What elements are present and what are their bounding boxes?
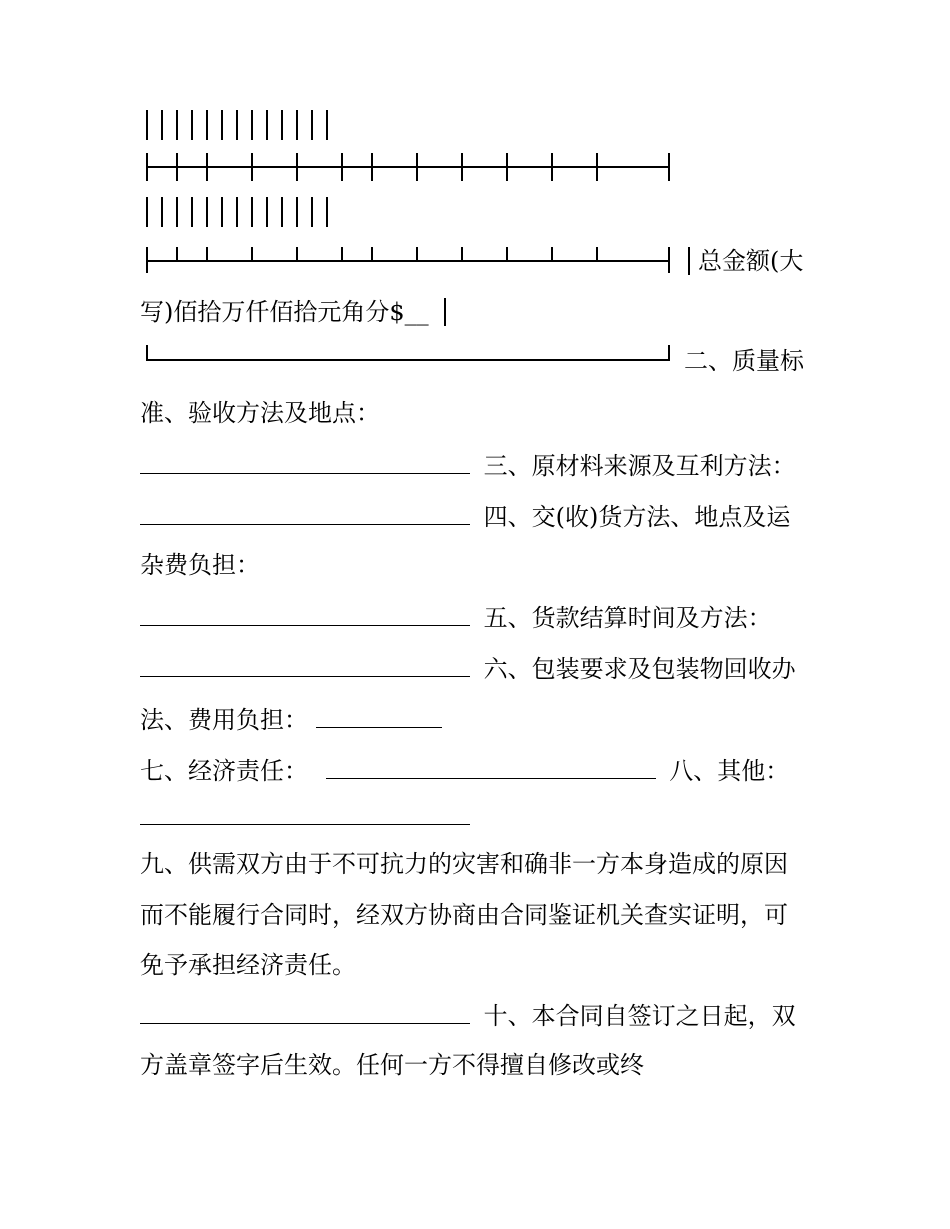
total-amount-text: 写)佰拾万仟佰拾元角分$__ xyxy=(140,298,429,326)
section-payment xyxy=(140,601,772,633)
table-column-rule-row-2 xyxy=(146,197,336,227)
section-force-majeure-line-3: 免予承担经济责任。 xyxy=(140,951,356,979)
table-vertical-rule xyxy=(688,247,690,275)
table-vertical-rule xyxy=(444,298,446,326)
section-packaging-continuation xyxy=(140,703,442,735)
table-column-rule-row-1 xyxy=(146,110,336,140)
table-horizontal-rule-2 xyxy=(146,245,670,273)
section-delivery-label: 四、交(收)货方法、地点及运 xyxy=(483,503,791,531)
section-force-majeure-line-2: 而不能履行合同时，经双方协商由合同鉴证机关查实证明，可 xyxy=(140,901,788,929)
section-other-label: 八、其他： xyxy=(669,757,790,785)
section-effect xyxy=(140,999,796,1031)
section-quality-continuation: 准、验收方法及地点： xyxy=(140,399,380,427)
section-delivery xyxy=(140,500,790,532)
section-payment-label: 五、货款结算时间及方法： xyxy=(483,604,772,632)
fill-blank[interactable] xyxy=(326,754,656,779)
fill-blank[interactable] xyxy=(140,601,470,626)
fill-blank[interactable] xyxy=(316,703,442,728)
section-liability-other xyxy=(140,754,789,786)
section-delivery-continuation: 杂费负担： xyxy=(140,551,260,579)
table-horizontal-rule-1 xyxy=(146,153,670,181)
section-materials xyxy=(140,449,796,481)
section-packaging xyxy=(140,652,796,684)
fill-blank[interactable] xyxy=(140,999,470,1024)
table-bottom-rule xyxy=(146,345,670,373)
fill-blank[interactable] xyxy=(140,800,470,825)
total-amount-label-a: 总金额(大 xyxy=(698,247,804,275)
section-materials-label: 三、原材料来源及互利方法： xyxy=(483,452,796,480)
fill-blank[interactable] xyxy=(140,500,470,525)
fill-blank[interactable] xyxy=(140,652,470,677)
section-liability-label: 七、经济责任： xyxy=(140,757,308,785)
section-effect-label: 十、本合同自签订之日起，双 xyxy=(483,1002,796,1030)
fill-blank[interactable] xyxy=(140,449,470,474)
section-quality-heading: 二、质量标 xyxy=(684,347,804,375)
section-other-continuation xyxy=(140,800,470,832)
section-packaging-label: 六、包装要求及包装物回收办 xyxy=(483,655,796,683)
section-force-majeure-line-1: 九、供需双方由于不可抗力的灾害和确非一方本身造成的原因 xyxy=(140,850,788,878)
section-packaging-cost-label: 法、费用负担： xyxy=(140,706,308,734)
total-amount-label-b xyxy=(140,297,429,327)
section-effect-continuation: 方盖章签字后生效。任何一方不得擅自修改或终 xyxy=(140,1051,644,1079)
